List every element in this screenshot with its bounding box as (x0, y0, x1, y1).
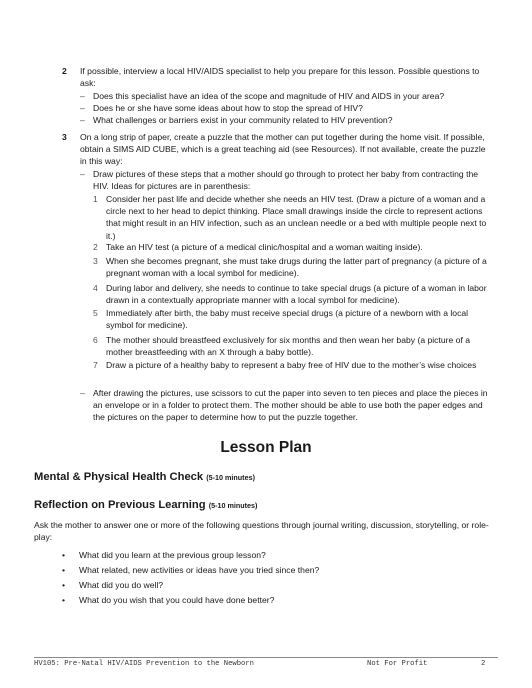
intro-paragraph: Ask the mother to answer one or more of the following questions through journal writing, discussion, storytelling, or role-play: (34, 520, 489, 543)
item-text: On a long strip of paper, create a puzzle that the mother can put together during the home visit. If possible, obtain a SIMS AID CUBE, which is a great teaching aid (see Resources). If not available, create the puzzle in this way: (80, 132, 486, 167)
footer-divider (34, 657, 498, 658)
duration-label: (5-10 minutes) (208, 501, 258, 510)
item-text: If possible, interview a local HIV/AIDS specialist to help you prepare for this lesson. Possible questions to ask: (80, 66, 480, 89)
dash-bullet: – (80, 91, 85, 101)
duration-label: (5-10 minutes) (206, 473, 255, 482)
bullet-icon: • (62, 565, 66, 575)
dash-bullet: – (80, 103, 85, 113)
section-heading: Mental & Physical Health Check (5-10 minutes) (34, 471, 255, 483)
bullet-icon: • (62, 595, 66, 605)
item-number: 2 (62, 66, 67, 76)
dash-bullet: – (80, 388, 85, 398)
section-title: Lesson Plan (220, 439, 312, 456)
bullet-icon: • (62, 550, 66, 560)
item-number: 3 (62, 132, 67, 142)
dash-bullet: – (80, 115, 85, 125)
page-number: 2 (481, 660, 486, 668)
document-page: 2 If possible, interview a local HIV/AIDS specialist to help you prepare for this lesson. Possible questions to ask: – Does this specialist have an idea of the scope and magnitude of HIV and AIDS in your area? – Does he or she have some ideas about how to stop the spread of HIV? – What challenges or barriers exist in your community related to HIV prevention? 3 On a long strip of paper, create a puzzle that the mother can put together during the home visit. If possible, obtain a SIMS AID CUBE, which is a great teaching aid (see Resources). If not available, create the puzzle in this way: – Draw pictures of these steps that a mother should go through to protect her baby from contracting the HIV. Ideas for pictures are in parenthesis: 1 Consider her past life and decide whether she needs an HIV test. (Draw a picture of a woman and a circle next to her head to depict thinking. Place small drawings inside the circle to represent actions that might result in an HIV infection, such as an unclean needle or a bed with multiple people next to it.) 2 Take an HIV test (a picture of a medical clinic/hospital and a woman waiting inside). 3 When she becomes pregnant, she must take drugs during the latter part of pregnancy (a picture of a pregnant woman with a local symbol for medicine). 4 During labor and delivery, she needs to continue to take special drugs (a picture of a woman in labor drawn in a contextually appropriate manner with a local symbol for medicine). 5 Immediately after birth, the baby must receive special drugs (a picture of a newborn with a local symbol for medicine). 6 The mother should breastfeed exclusively for six months and then wean her baby (a picture of a mother breastfeeding with an X through a baby bottle). 7 Draw a picture of a healthy baby to represent a baby free of HIV due to the mother’s wise choices – After drawing the pictures, use scissors to cut the paper into seven to ten pieces and place the pieces in an envelope or in a folder to protect them. The mother should be able to use both the paper edges and the pictures on the paper to determine how to put the puzzle together. Lesson Plan Mental & Physical Health Check (5-10 minutes) Reflection on Previous Learning (5-10 minutes) Ask the mother to answer one or more of the following questions through journal writing, discussion, storytelling, or role-play: • What did you learn at the previous group lesson? • What related, new activities or ideas have you tried since then? • What did you do well? • What do you wish that you could have done better? HV105: Pre-Natal HIV/AIDS Prevention to the Newborn Not For Profit 2 (0, 0, 532, 688)
bullet-icon: • (62, 580, 66, 590)
section-heading: Reflection on Previous Learning (5-10 minutes) (34, 499, 258, 511)
footer-course-title: HV105: Pre-Natal HIV/AIDS Prevention to the Newborn (34, 660, 254, 668)
dash-bullet: – (80, 169, 85, 179)
footer-notice: Not For Profit (367, 660, 428, 668)
